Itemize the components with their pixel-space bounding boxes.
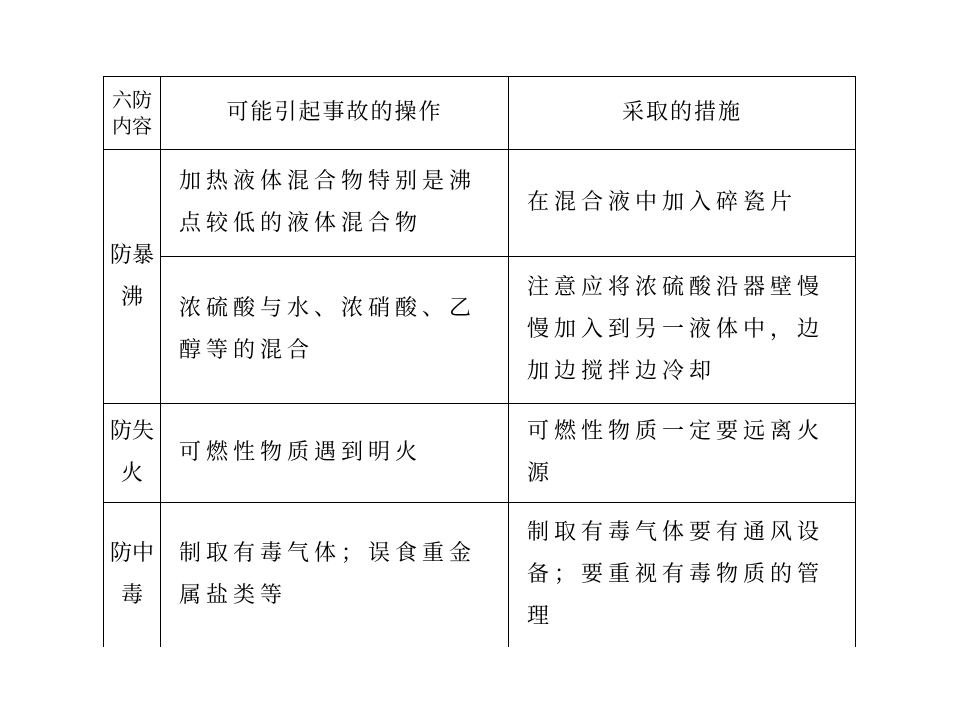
safety-precautions-table: [103, 76, 856, 647]
header-category-cell: 六防内容: [104, 77, 161, 150]
table-header-row: [104, 77, 856, 150]
operation-cell: 浓硫酸与水、浓硝酸、乙醇等的混合: [161, 257, 509, 404]
measure-cell: 注意应将浓硫酸沿器壁慢慢加入到另一液体中，边加边搅拌边冷却: [509, 257, 856, 404]
table-row: [104, 257, 856, 404]
table-row: [104, 150, 856, 257]
category-cell-bumping: 防暴沸: [104, 150, 161, 404]
category-cell-poisoning: 防中毒: [104, 503, 161, 648]
measure-cell: 制取有毒气体要有通风设备；要重视有毒物质的管理: [509, 503, 856, 648]
table-row: [104, 404, 856, 503]
operation-cell: 加热液体混合物特别是沸点较低的液体混合物: [161, 150, 509, 257]
operation-cell: 可燃性物质遇到明火: [161, 404, 509, 503]
header-operation-cell: 可能引起事故的操作: [161, 77, 509, 150]
category-cell-fire: 防失火: [104, 404, 161, 503]
table-row: [104, 503, 856, 648]
operation-cell: 制取有毒气体；误食重金属盐类等: [161, 503, 509, 648]
measure-cell: 在混合液中加入碎瓷片: [509, 150, 856, 257]
header-measure-cell: 采取的措施: [509, 77, 856, 150]
measure-cell: 可燃性物质一定要远离火源: [509, 404, 856, 503]
